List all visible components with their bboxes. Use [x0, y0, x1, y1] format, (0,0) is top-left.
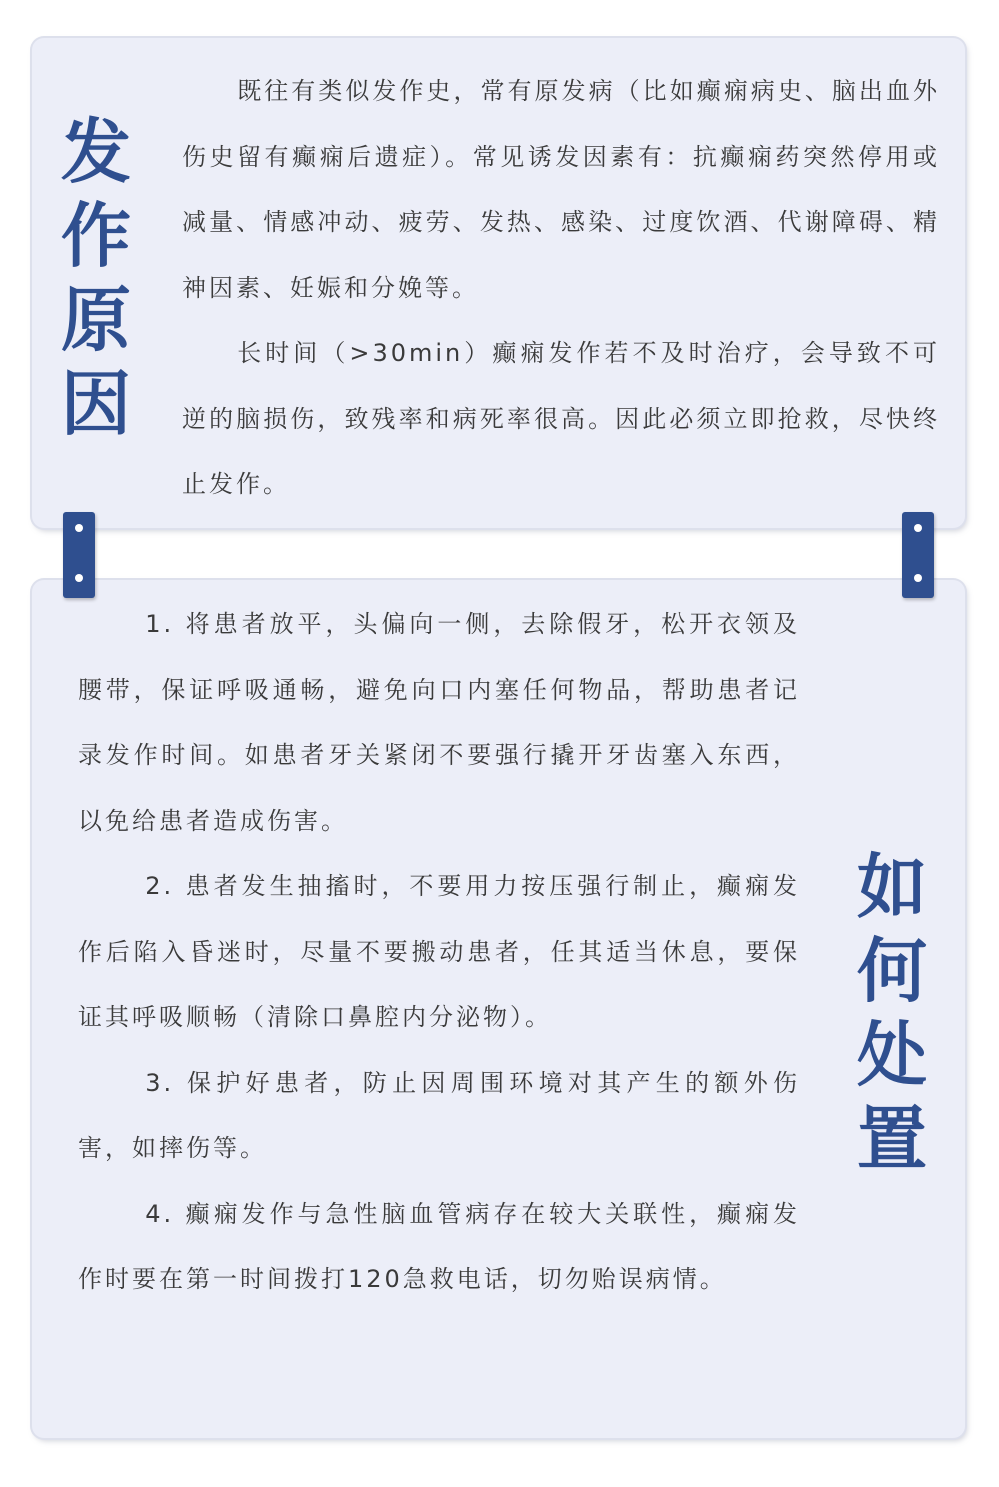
handling-title-char: 如	[857, 845, 927, 928]
connector-hole	[75, 574, 83, 582]
handling-step: 4. 癫痫发作与急性脑血管病存在较大关联性，癫痫发作时要在第一时间拨打120急救电话，切勿贻误病情。	[78, 1199, 800, 1293]
handling-title-char: 何	[857, 929, 927, 1012]
causes-paragraph: 既往有类似发作史，常有原发病（比如癫痫病史、脑出血外伤史留有癫痫后遗症）。常见诱发因素有：抗癫痫药突然停用或减量、情感冲动、疲劳、发热、感染、过度饮酒、代谢障碍、精神因素、妊娠和分娩等。	[182, 77, 940, 302]
connector-hole	[914, 574, 922, 582]
connector-hole	[75, 524, 83, 532]
causes-paragraph: 长时间（>30min）癫痫发作若不及时治疗，会导致不可逆的脑损伤，致残率和病死率很高。因此必须立即抢救，尽快终止发作。	[182, 339, 940, 498]
handling-step: 2. 患者发生抽搐时，不要用力按压强行制止，癫痫发作后陷入昏迷时，尽量不要搬动患者，任其适当休息，要保证其呼吸顺畅（清除口鼻腔内分泌物）。	[78, 872, 800, 1031]
connector-hole	[914, 524, 922, 532]
right-connector-clip	[902, 512, 934, 598]
causes-title-char: 因	[61, 362, 131, 445]
handling-title-char: 处	[857, 1013, 927, 1096]
causes-title-char: 发	[61, 110, 131, 193]
left-connector-clip	[63, 512, 95, 598]
causes-title-char: 作	[61, 194, 131, 277]
causes-title	[54, 110, 138, 446]
handling-step: 1. 将患者放平，头偏向一侧，去除假牙，松开衣领及腰带，保证呼吸通畅，避免向口内塞任何物品，帮助患者记录发作时间。如患者牙关紧闭不要强行撬开牙齿塞入东西，以免给患者造成伤害。	[78, 610, 800, 835]
causes-title-char: 原	[61, 278, 131, 361]
handling-title-char: 置	[857, 1097, 927, 1180]
handling-title	[850, 845, 934, 1181]
handling-step: 3. 保护好患者，防止因周围环境对其产生的额外伤害，如摔伤等。	[78, 1068, 800, 1162]
causes-text	[182, 59, 940, 518]
handling-text	[78, 592, 800, 1313]
